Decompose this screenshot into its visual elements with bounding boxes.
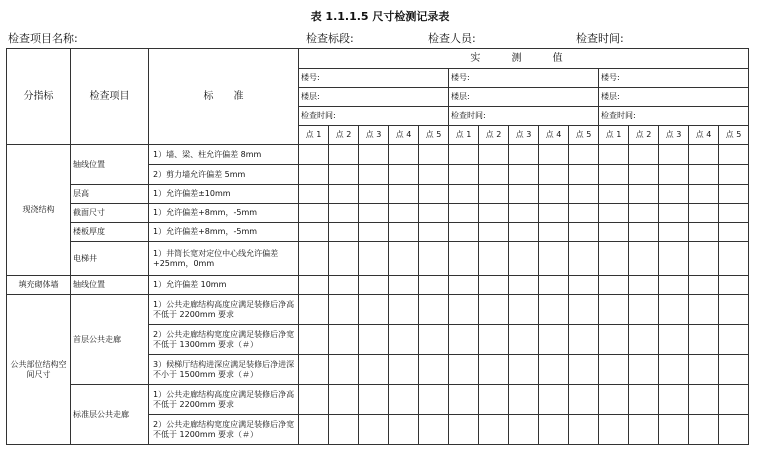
measurement-cell[interactable] [569,204,599,223]
measurement-cell[interactable] [629,415,659,445]
point-header: 点 3 [359,126,389,145]
measurement-cell[interactable] [719,355,749,385]
measurement-cell[interactable] [509,355,539,385]
measurement-cell[interactable] [299,145,329,165]
measurement-cell[interactable] [329,385,359,415]
point-header: 点 4 [389,126,419,145]
measurement-cell[interactable] [389,223,419,242]
section-label: 检查标段: [306,32,354,45]
standard-cell: 3）候梯厅结构进深应满足装修后净进深不小于 1500mm 要求（＃） [149,355,299,385]
measurement-cell[interactable] [359,165,389,185]
measurement-cell[interactable] [449,185,479,204]
measurement-cell[interactable] [719,385,749,415]
header-standard: 标 准 [149,49,299,145]
measurement-cell[interactable] [359,355,389,385]
measurement-cell[interactable] [509,295,539,325]
measurement-cell[interactable] [719,242,749,276]
measurement-cell[interactable] [359,185,389,204]
measurement-cell[interactable] [479,385,509,415]
measurement-cell[interactable] [569,145,599,165]
measurement-cell[interactable] [389,385,419,415]
measurement-cell[interactable] [719,415,749,445]
measurement-cell[interactable] [509,415,539,445]
measurement-cell[interactable] [389,295,419,325]
item-cell: 轴线位置 [71,276,149,295]
measurement-cell[interactable] [449,242,479,276]
measurement-cell[interactable] [299,415,329,445]
measurement-cell[interactable] [539,415,569,445]
item-cell: 电梯井 [71,242,149,276]
measurement-cell[interactable] [509,223,539,242]
point-header: 点 2 [479,126,509,145]
measurement-cell[interactable] [629,242,659,276]
measurement-cell[interactable] [389,325,419,355]
measurement-cell[interactable] [659,415,689,445]
measurement-cell[interactable] [419,223,449,242]
measurement-cell[interactable] [449,415,479,445]
measurement-cell[interactable] [629,185,659,204]
measurement-cell[interactable] [569,242,599,276]
document-title: 表 1.1.1.5 尺寸检测记录表 [310,10,450,23]
measurement-cell[interactable] [659,145,689,165]
measurement-cell[interactable] [299,295,329,325]
measurement-cell[interactable] [419,145,449,165]
measurement-cell[interactable] [569,325,599,355]
item-cell: 楼板厚度 [71,223,149,242]
measurement-cell[interactable] [539,385,569,415]
measurement-cell[interactable] [299,242,329,276]
measurement-cell[interactable] [329,295,359,325]
measurement-cell[interactable] [659,325,689,355]
item-cell: 轴线位置 [71,145,149,185]
point-header: 点 1 [599,126,629,145]
measurement-cell[interactable] [599,185,629,204]
measurement-cell[interactable] [719,165,749,185]
measurement-cell[interactable] [359,415,389,445]
measurement-cell[interactable] [569,415,599,445]
measurement-cell[interactable] [329,415,359,445]
measurement-cell[interactable] [389,355,419,385]
measurement-cell[interactable] [659,355,689,385]
standard-cell: 2）公共走廊结构宽度应满足装修后净宽不低于 1300mm 要求（＃） [149,325,299,355]
measurement-cell[interactable] [419,165,449,185]
measurement-cell[interactable] [689,276,719,295]
measurement-cell[interactable] [449,223,479,242]
measurement-cell[interactable] [539,276,569,295]
measurement-cell[interactable] [419,325,449,355]
measurement-cell[interactable] [479,165,509,185]
measurement-cell[interactable] [479,185,509,204]
measurement-cell[interactable] [419,242,449,276]
point-header: 点 1 [299,126,329,145]
header-measured-values: 实 测 值 [299,49,749,69]
measurement-cell[interactable] [689,325,719,355]
measurement-cell[interactable] [629,355,659,385]
measurement-cell[interactable] [539,223,569,242]
category-cell: 公共部位结构空间尺寸 [7,295,71,445]
measurement-cell[interactable] [599,355,629,385]
measurement-cell[interactable] [389,242,419,276]
measurement-cell[interactable] [419,276,449,295]
measurement-cell[interactable] [659,204,689,223]
measurement-cell[interactable] [479,355,509,385]
measurement-cell[interactable] [299,325,329,355]
measurement-cell[interactable] [299,355,329,385]
measurement-cell[interactable] [419,415,449,445]
measurement-cell[interactable] [629,204,659,223]
measurement-cell[interactable] [299,185,329,204]
measurement-cell[interactable] [539,355,569,385]
measurement-cell[interactable] [599,204,629,223]
category-cell: 现浇结构 [7,145,71,276]
measurement-cell[interactable] [509,165,539,185]
measurement-cell[interactable] [299,204,329,223]
measurement-cell[interactable] [359,145,389,165]
point-header: 点 5 [569,126,599,145]
point-header: 点 5 [419,126,449,145]
measurement-cell[interactable] [599,165,629,185]
measurement-cell[interactable] [659,165,689,185]
measurement-cell[interactable] [569,355,599,385]
measurement-cell[interactable] [689,415,719,445]
measurement-cell[interactable] [419,185,449,204]
measurement-cell[interactable] [479,204,509,223]
project-name-label: 检查项目名称: [8,32,78,45]
standard-cell: 1）允许偏差 10mm [149,276,299,295]
header-category: 分指标 [7,49,71,145]
measurement-cell[interactable] [569,165,599,185]
measurement-cell[interactable] [359,325,389,355]
group-time: 检查时间: [449,107,599,126]
inspection-table [6,48,749,445]
measurement-cell[interactable] [329,242,359,276]
measurement-cell[interactable] [329,276,359,295]
standard-cell: 1）墙、梁、柱允许偏差 8mm [149,145,299,165]
measurement-cell[interactable] [359,242,389,276]
measurement-cell[interactable] [329,223,359,242]
standard-cell: 1）公共走廊结构高度应满足装修后净高不低于 2200mm 要求 [149,295,299,325]
measurement-cell[interactable] [479,242,509,276]
measurement-cell[interactable] [299,276,329,295]
measurement-cell[interactable] [419,204,449,223]
item-cell: 截面尺寸 [71,204,149,223]
measurement-cell[interactable] [599,295,629,325]
standard-cell: 1）井筒长宽对定位中心线允许偏差+25mm，0mm [149,242,299,276]
measurement-cell[interactable] [479,145,509,165]
inspection-time-label: 检查时间: [576,32,624,45]
group-floor: 楼层: [599,88,749,107]
measurement-cell[interactable] [719,204,749,223]
measurement-cell[interactable] [659,242,689,276]
measurement-cell[interactable] [479,295,509,325]
group-building: 楼号: [299,69,449,88]
measurement-cell[interactable] [569,385,599,415]
measurement-cell[interactable] [509,242,539,276]
point-header: 点 4 [689,126,719,145]
measurement-cell[interactable] [719,223,749,242]
measurement-cell[interactable] [359,385,389,415]
measurement-cell[interactable] [659,223,689,242]
measurement-cell[interactable] [509,325,539,355]
measurement-cell[interactable] [329,165,359,185]
header-item: 检查项目 [71,49,149,145]
measurement-cell[interactable] [479,325,509,355]
measurement-cell[interactable] [449,145,479,165]
standard-cell: 1）允许偏差+8mm，-5mm [149,223,299,242]
measurement-cell[interactable] [359,204,389,223]
measurement-cell[interactable] [509,185,539,204]
measurement-cell[interactable] [389,204,419,223]
measurement-cell[interactable] [449,295,479,325]
measurement-cell[interactable] [359,223,389,242]
measurement-cell[interactable] [689,295,719,325]
measurement-cell[interactable] [599,145,629,165]
measurement-cell[interactable] [719,295,749,325]
measurement-cell[interactable] [329,325,359,355]
measurement-cell[interactable] [329,185,359,204]
measurement-cell[interactable] [689,223,719,242]
measurement-cell[interactable] [689,204,719,223]
measurement-cell[interactable] [449,355,479,385]
measurement-cell[interactable] [599,415,629,445]
measurement-cell[interactable] [659,385,689,415]
measurement-cell[interactable] [299,165,329,185]
measurement-cell[interactable] [479,223,509,242]
measurement-cell[interactable] [419,385,449,415]
measurement-cell[interactable] [479,415,509,445]
measurement-cell[interactable] [299,385,329,415]
measurement-cell[interactable] [389,415,419,445]
measurement-cell[interactable] [539,295,569,325]
measurement-cell[interactable] [479,276,509,295]
point-header: 点 3 [659,126,689,145]
point-header: 点 4 [539,126,569,145]
measurement-cell[interactable] [359,295,389,325]
measurement-cell[interactable] [509,204,539,223]
measurement-cell[interactable] [689,145,719,165]
item-cell: 层高 [71,185,149,204]
measurement-cell[interactable] [509,276,539,295]
measurement-cell[interactable] [659,185,689,204]
category-cell: 填充砌体墙 [7,276,71,295]
group-floor: 楼层: [449,88,599,107]
measurement-cell[interactable] [449,165,479,185]
measurement-cell[interactable] [689,185,719,204]
measurement-cell[interactable] [569,276,599,295]
measurement-cell[interactable] [389,185,419,204]
measurement-cell[interactable] [389,276,419,295]
measurement-cell[interactable] [599,242,629,276]
measurement-cell[interactable] [629,276,659,295]
item-cell: 首层公共走廊 [71,295,149,385]
point-header: 点 3 [509,126,539,145]
measurement-cell[interactable] [719,325,749,355]
measurement-cell[interactable] [599,276,629,295]
measurement-cell[interactable] [629,145,659,165]
measurement-cell[interactable] [629,325,659,355]
measurement-cell[interactable] [389,145,419,165]
point-header: 点 2 [329,126,359,145]
measurement-cell[interactable] [539,185,569,204]
measurement-cell[interactable] [509,145,539,165]
measurement-cell[interactable] [329,145,359,165]
group-building: 楼号: [599,69,749,88]
measurement-cell[interactable] [689,385,719,415]
measurement-cell[interactable] [599,223,629,242]
measurement-cell[interactable] [689,165,719,185]
measurement-cell[interactable] [359,276,389,295]
measurement-cell[interactable] [419,355,449,385]
measurement-cell[interactable] [719,145,749,165]
standard-cell: 2）剪力墙允许偏差 5mm [149,165,299,185]
measurement-cell[interactable] [539,242,569,276]
measurement-cell[interactable] [329,355,359,385]
measurement-cell[interactable] [689,242,719,276]
measurement-cell[interactable] [629,165,659,185]
measurement-cell[interactable] [449,276,479,295]
group-building: 楼号: [449,69,599,88]
measurement-cell[interactable] [449,204,479,223]
point-header: 点 2 [629,126,659,145]
measurement-cell[interactable] [569,185,599,204]
group-time: 检查时间: [299,107,449,126]
item-cell: 标准层公共走廊 [71,385,149,445]
standard-cell: 1）允许偏差±10mm [149,185,299,204]
measurement-cell[interactable] [599,385,629,415]
measurement-cell[interactable] [569,295,599,325]
inspector-label: 检查人员: [428,32,476,45]
measurement-cell[interactable] [449,325,479,355]
measurement-cell[interactable] [419,295,449,325]
measurement-cell[interactable] [599,325,629,355]
measurement-cell[interactable] [689,355,719,385]
measurement-cell[interactable] [659,276,689,295]
measurement-cell[interactable] [329,204,359,223]
measurement-cell[interactable] [539,204,569,223]
measurement-cell[interactable] [569,223,599,242]
measurement-cell[interactable] [629,223,659,242]
measurement-cell[interactable] [509,385,539,415]
measurement-cell[interactable] [539,145,569,165]
measurement-cell[interactable] [719,185,749,204]
standard-cell: 1）允许偏差+8mm，-5mm [149,204,299,223]
point-header: 点 1 [449,126,479,145]
measurement-cell[interactable] [629,385,659,415]
measurement-cell[interactable] [719,276,749,295]
point-header: 点 5 [719,126,749,145]
measurement-cell[interactable] [659,295,689,325]
measurement-cell[interactable] [539,165,569,185]
standard-cell: 1）公共走廊结构高度应满足装修后净高不低于 2200mm 要求 [149,385,299,415]
measurement-cell[interactable] [449,385,479,415]
measurement-cell[interactable] [299,223,329,242]
measurement-cell[interactable] [539,325,569,355]
measurement-cell[interactable] [629,295,659,325]
group-time: 检查时间: [599,107,749,126]
standard-cell: 2）公共走廊结构宽度应满足装修后净宽不低于 1200mm 要求（＃） [149,415,299,445]
measurement-cell[interactable] [389,165,419,185]
group-floor: 楼层: [299,88,449,107]
